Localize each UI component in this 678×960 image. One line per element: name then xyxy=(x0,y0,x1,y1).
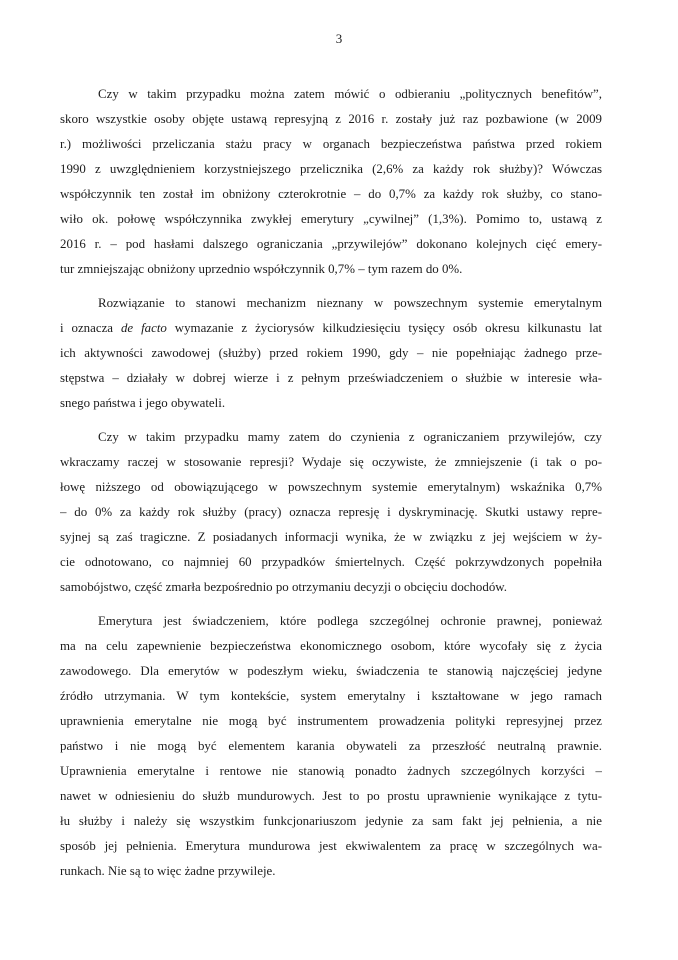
text-line: stępstwa – działały w dobrej wierze i z pełnym przeświadczeniem o służbie w interesie wła- xyxy=(60,371,602,385)
text-line: łowę niższego od obowiązującego w powszechnym systemie emerytalnym) wskaźnika 0,7% xyxy=(60,480,602,494)
text-line: – do 0% za każdy rok służby (pracy) oznacza represję i dyskryminację. Skutki ustawy repre- xyxy=(60,505,602,519)
paragraph xyxy=(60,609,602,884)
text-line: Rozwiązanie to stanowi mechanizm nieznany w powszechnym systemie emerytalnym xyxy=(98,296,602,310)
paragraph xyxy=(60,291,602,416)
text-line: źródło utrzymania. W tym kontekście, system emerytalny i kształtowane w jego ramach xyxy=(60,689,602,703)
text-line: uprawnienia emerytalne nie mogą być instrumentem prowadzenia polityki represyjnej przez xyxy=(60,714,602,728)
page-number: 3 xyxy=(335,31,343,46)
text-line: państwo i nie mogą być elementem karania obywateli za przeszłość neutralną prawnie. xyxy=(60,739,602,753)
document-body xyxy=(60,82,602,893)
text-line: 2016 r. – pod hasłami dalszego ograniczania „przywilejów” dokonano kolejnych cięć emery- xyxy=(60,237,602,251)
text-line: wkraczamy raczej w stosowanie represji? Wydaje się oczywiste, że zmniejszenie (i tak o po- xyxy=(60,455,602,469)
text-line: i oznacza de facto wymazanie z życiorysów kilkudziesięciu tysięcy osób okresu kilkunastu lat xyxy=(60,321,602,335)
text-line: sposób jej pełnienia. Emerytura mundurowa jest ekwiwalentem za pracę w szczególnych wa- xyxy=(60,839,602,853)
text-line: cie odnotowano, co najmniej 60 przypadków śmiertelnych. Część pokrzywdzonych popełniła xyxy=(60,555,602,569)
text-line: tur zmniejszając obniżony uprzednio współczynnik 0,7% – tym razem do 0%. xyxy=(60,262,463,276)
text-line: Czy w takim przypadku mamy zatem do czynienia z ograniczaniem przywilejów, czy xyxy=(98,430,602,444)
text-line: współczynnik ten został im obniżony czterokrotnie – do 0,7% za każdy rok służby, co stano- xyxy=(60,187,602,201)
text-line: Czy w takim przypadku można zatem mówić o odbieraniu „politycznych benefitów”, xyxy=(98,87,602,101)
text-line: r.) możliwości przeliczania stażu pracy w organach bezpieczeństwa państwa przed rokiem xyxy=(60,137,602,151)
paragraph xyxy=(60,425,602,600)
text-line: samobójstwo, część zmarła bezpośrednio po otrzymaniu decyzji o obcięciu dochodów. xyxy=(60,580,507,594)
text-line: nawet w odniesieniu do służb mundurowych. Jest to po prostu uprawnienie wynikające z tytu- xyxy=(60,789,602,803)
text-line: Uprawnienia emerytalne i rentowe nie stanowią ponadto żadnych szczególnych korzyści – xyxy=(60,764,602,778)
text-line: łu służby i należy się wszystkim funkcjonariuszom jedynie za sam fakt jej pełnienia, a nie xyxy=(60,814,602,828)
text-line: runkach. Nie są to więc żadne przywileje. xyxy=(60,864,276,878)
text-line: skoro wszystkie osoby objęte ustawą represyjną z 2016 r. zostały już raz pozbawione (w 2009 xyxy=(60,112,602,126)
text-line: ma na celu zapewnienie bezpieczeństwa ekonomicznego osobom, które wycofały się z życia xyxy=(60,639,602,653)
text-line: ich aktywności zawodowej (służby) przed rokiem 1990, gdy – nie popełniając żadnego prze- xyxy=(60,346,602,360)
text-line: snego państwa i jego obywateli. xyxy=(60,396,226,410)
text-line: zawodowego. Dla emerytów w podeszłym wieku, świadczenia te stanowią najczęściej jedyne xyxy=(60,664,602,678)
text-line: 1990 z uwzględnieniem korzystniejszego przelicznika (2,6% za każdy rok służby)? Wówczas xyxy=(60,162,602,176)
paragraph xyxy=(60,82,602,282)
text-line: Emerytura jest świadczeniem, które podlega szczególnej ochronie prawnej, ponieważ xyxy=(98,614,602,628)
text-line: syjnej są zaś tragiczne. Z posiadanych informacji wynika, że w związku z jej wejściem w ży- xyxy=(60,530,602,544)
text-line: wiło ok. połowę współczynnika zwykłej emerytury „cywilnej” (1,3%). Pomimo to, ustawą z xyxy=(60,212,602,226)
